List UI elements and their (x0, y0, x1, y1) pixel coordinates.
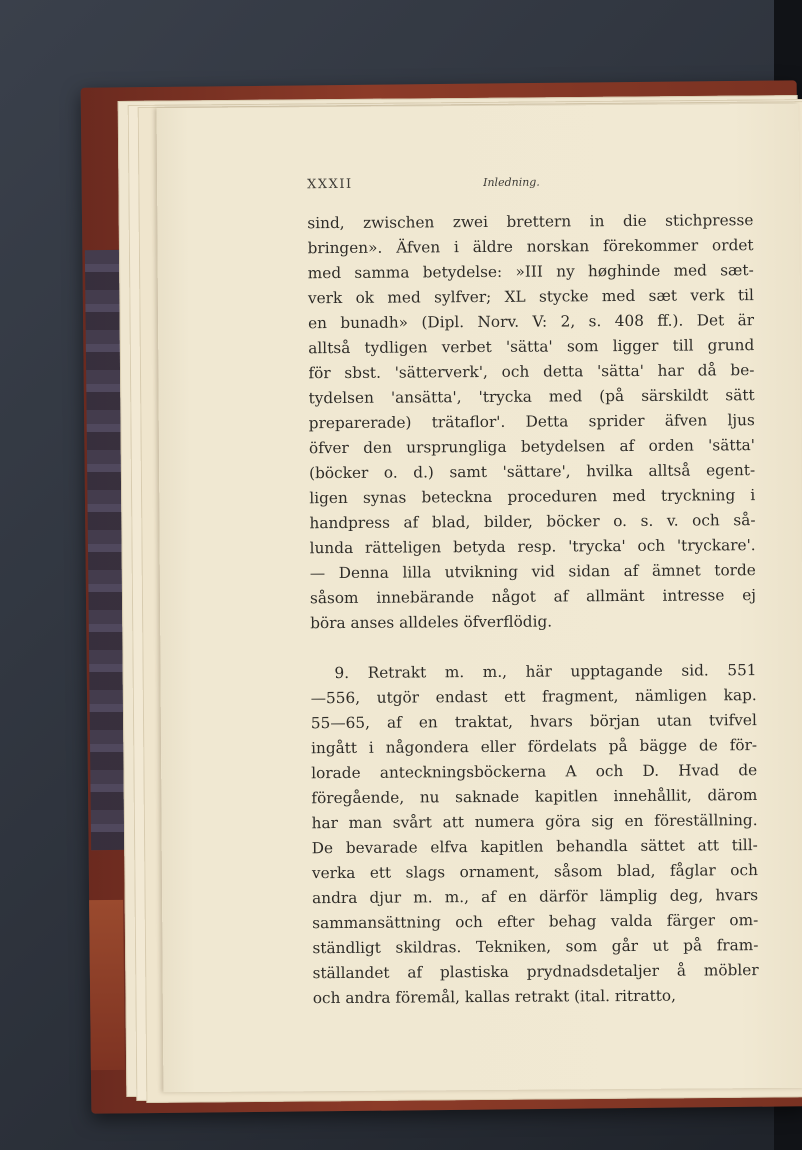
text-line: sind, zwischen zwei brettern in die stichpresse (307, 211, 754, 233)
text-line: böra anses alldeles öfverflödig. (310, 612, 553, 633)
text-line: med samma betydelse: »III ny høghinde med sæt- (307, 261, 754, 283)
text-line: 55—65, af en traktat, hvars början utan tvifvel (310, 711, 757, 733)
text-line: och andra föremål, kallas retrakt (ital. ritratto, (312, 986, 676, 1008)
text-line: De bevarade elfva kapitlen behandla sättet att till- (311, 836, 758, 858)
text-line: lorade anteckningsböckerna A och D. Hvad de (311, 761, 758, 783)
text-line: alltså tydligen verbet 'sätta' som ligger till grund (308, 336, 755, 358)
book-page (157, 104, 802, 1092)
text-line: tydelsen 'ansätta', 'trycka med (på särskildt sätt (308, 386, 755, 408)
running-head: Inledning. (483, 175, 540, 189)
text-line: sammansättning och efter behag valda färger om- (312, 911, 759, 933)
text-line: lunda rätteligen betyda resp. 'trycka' och 'tryckare'. (309, 536, 756, 558)
text-line: verk ok med sylfver; XL stycke med sæt verk til (307, 286, 754, 308)
text-line: ligen synas beteckna proceduren med tryckning i (309, 486, 756, 508)
text-line: 9. Retrakt m. m., här upptagande sid. 551 (334, 661, 757, 683)
page-header (307, 174, 747, 193)
text-line: såsom innebärande något af allmänt intresse ej (309, 586, 757, 608)
text-line: en bunadh» (Dipl. Norv. V: 2, s. 408 ff.). Det är (308, 311, 755, 333)
text-line: har man svårt att numera göra sig en föreställning. (311, 811, 758, 833)
text-line: andra djur m. m., af en därför lämplig deg, hvars (312, 886, 759, 908)
cover-worn-corner (89, 900, 125, 1070)
paragraph-1 (307, 208, 756, 636)
text-line: ständligt skildras. Tekniken, som går ut på fram- (312, 936, 759, 958)
text-line: öfver den ursprungliga betydelsen af orden 'sätta' (308, 436, 756, 458)
text-line: bringen». Äfven i äldre norskan förekommer ordet (307, 236, 754, 258)
text-line: — Denna lilla utvikning vid sidan af ämnet torde (309, 561, 756, 583)
text-line: verka ett slags ornament, såsom blad, fåglar och (311, 861, 758, 883)
text-line: preparerade) trätaflor'. Detta sprider äfven ljus (308, 411, 755, 433)
text-line: handpress af blad, bilder, böcker o. s. v. och så- (309, 511, 756, 533)
paragraph-2 (310, 658, 758, 1011)
text-line: —556, utgör endast ett fragment, nämligen kap. (310, 686, 757, 708)
text-line: ingått i någondera eller fördelats på bägge de för- (310, 736, 758, 758)
text-line: (böcker o. d.) samt 'sättare', hvilka alltså egent- (309, 461, 756, 483)
page-number: XXXII (307, 176, 353, 193)
body-text (307, 208, 759, 1011)
text-line: föregående, nu saknade kapitlen innehållit, därom (311, 786, 758, 808)
text-line: för sbst. 'sätterverk', och detta 'sätta' har då be- (308, 361, 755, 383)
paragraph-gap (310, 633, 756, 661)
text-line: ställandet af plastiska prydnadsdetaljer å möbler (312, 961, 759, 983)
